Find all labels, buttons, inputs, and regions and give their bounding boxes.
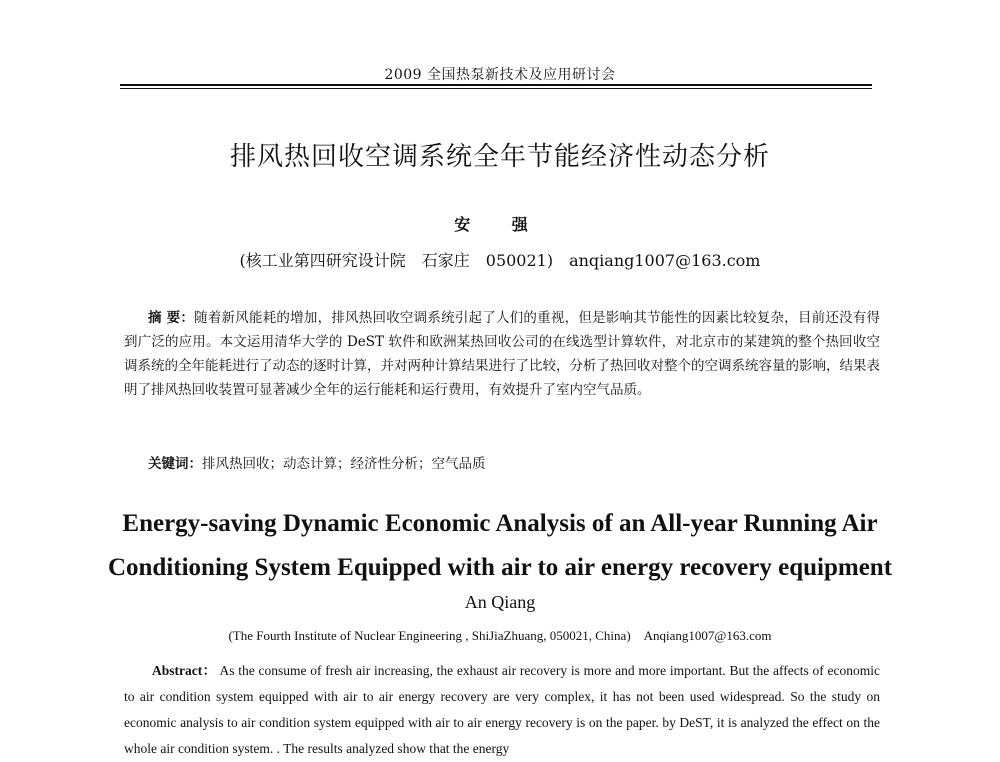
english-abstract-label: Abstract： [152, 663, 217, 678]
chinese-abstract [124, 306, 880, 402]
chinese-keywords [148, 452, 878, 472]
english-affiliation: (The Fourth Institute of Nuclear Engineering , ShiJiaZhuang, 050021, China) Anqiang1007@163.com [228, 628, 772, 643]
english-title [80, 502, 920, 590]
english-abstract-text: As the consume of fresh air increasing, the exhaust air recovery is more and more important. But the affects of economic to air condition system equipped with air to air energy recovery are very complex, it has not been used widespread. So the study on economic analysis to air condition system equipped with air to air energy recovery is on the paper. by DeST, it is analyzed the effect on the whole air condition system. . The results analyzed show that the energy [124, 663, 880, 756]
english-title-line-2: Conditioning System Equipped with air to air energy recovery equipment [107, 554, 893, 581]
chinese-affiliation: (核工业第四研究设计院 石家庄 050021) anqiang1007@163.com [239, 251, 761, 270]
english-author: An Qiang [464, 592, 536, 612]
header-rule-thick [120, 84, 872, 86]
header-rule-thin [120, 88, 872, 89]
chinese-keywords-text: 排风热回收；动态计算；经济性分析；空气品质 [202, 456, 486, 472]
chinese-title: 排风热回收空调系统全年节能经济性动态分析 [229, 142, 770, 172]
english-abstract [124, 658, 880, 762]
chinese-author: 安 强 [454, 215, 546, 234]
chinese-abstract-label: 摘 要： [148, 310, 195, 326]
running-header: 2009 全国热泵新技术及应用研讨会 [384, 67, 616, 83]
chinese-abstract-text: 随着新风能耗的增加，排风热回收空调系统引起了人们的重视，但是影响其节能性的因素比较复杂，目前还没有得到广泛的应用。本文运用清华大学的 DeST 软件和欧洲某热回收公司的在线选型计算软件，对北京市的某建筑的整个热回收空调系统的全年能耗进行了动态的逐时计算，并对两种计算结果进行了比较，分析了热回收对整个的空调系统容量的影响，结果表明了排风热回收装置可显著减少全年的运行能耗和运行费用，有效提升了室内空气品质。 [124, 310, 880, 398]
chinese-keywords-label: 关键词： [148, 456, 202, 472]
english-title-line-1: Energy-saving Dynamic Economic Analysis of an All-year Running Air [122, 510, 878, 537]
